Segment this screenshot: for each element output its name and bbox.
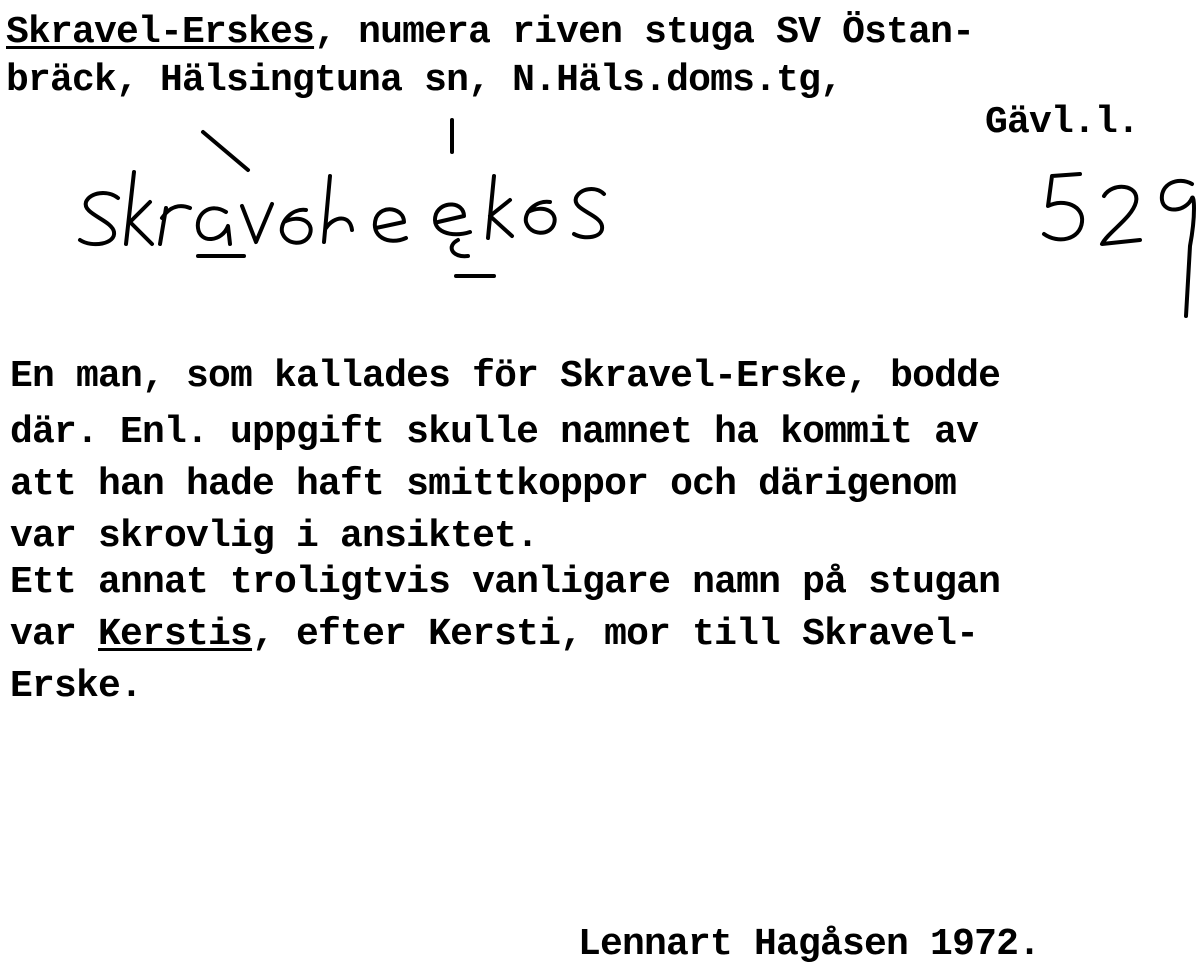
grave-accent-mark	[203, 132, 248, 170]
handwritten-annotation	[0, 0, 1203, 330]
header-line-2: bräck, Hälsingtuna sn, N.Häls.doms.tg,	[6, 59, 843, 102]
body-line-4: var skrovlig i ansiktet.	[10, 515, 539, 558]
alternate-place-name: Kerstis	[98, 613, 253, 656]
body-line-5: Ett annat troligtvis vanligare namn på stugan	[10, 561, 1001, 604]
body-line-1: En man, som kallades för Skravel-Erske, bodde	[10, 355, 1001, 398]
body-line-6	[10, 610, 978, 660]
county-label: Gävl.l.	[985, 101, 1140, 144]
place-name: Skravel-Erskes	[6, 11, 315, 54]
card-number-handwritten	[1044, 174, 1194, 316]
body-line-3: att han hade haft smittkoppor och därigenom	[10, 463, 957, 506]
signature-line: Lennart Hagåsen 1972.	[578, 923, 1041, 966]
header-line-1-rest: , numera riven stuga SV Östan-	[314, 11, 975, 54]
body-line-6-rest: , efter Kersti, mor till Skravel-	[252, 613, 979, 656]
body-line-2: där. Enl. uppgift skulle namnet ha kommit av	[10, 411, 979, 454]
body-line-6-prefix: var	[10, 613, 99, 656]
body-line-7: Erske.	[10, 665, 143, 708]
phonetic-transcription	[80, 120, 604, 276]
